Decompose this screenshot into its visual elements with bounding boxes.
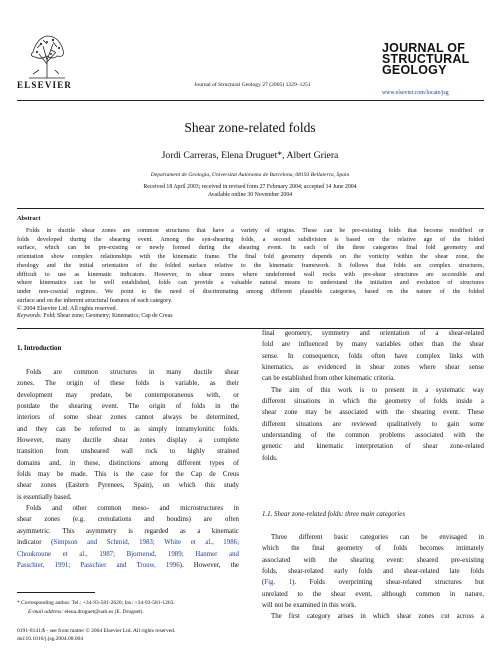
abstract-line: folds developed during the shearing event. Among the syn-shearing folds, a second subdivision is based on the relative age of the folded (17, 236, 484, 243)
email-label: E-mail address: (28, 609, 64, 615)
body-line: Folds and other common meso- and microstructures in (26, 505, 239, 513)
body-line: folds, shear-related early folds and shear-related late folds (262, 568, 484, 576)
body-line: genetic and kinematic interpretation of shear zone-related (262, 443, 484, 451)
body-line: sense. In consequence, folds often have complex links with (262, 352, 484, 360)
body-line: transition from unsheared wall rock to highly strained (17, 448, 239, 456)
body-line: shear zones (e.g. crenulations and boudins) are often (17, 516, 239, 524)
body-line: asymmetric. This asymmetry is regarded as a kinematic (17, 527, 239, 535)
left-column-text (17, 367, 239, 571)
body-line: understanding of the common problems associated with the (262, 432, 484, 440)
journal-logo-line-1: JOURNAL OF (382, 41, 466, 55)
abstract-divider (17, 208, 484, 209)
author-list: Jordi Carreras, Elena Druguet*, Albert Griera (161, 150, 339, 161)
body-line: is essentially based. (17, 493, 72, 501)
header-divider (17, 100, 484, 101)
body-line: interiors of some shear zones cannot always be determined, (17, 414, 239, 422)
body-line (262, 577, 484, 588)
body-line (17, 560, 239, 571)
body-text: ( (262, 579, 265, 587)
journal-logo-line-2: STRUCTURAL (382, 52, 470, 66)
body-line: fold are influenced by many variables other than the shear (262, 341, 484, 349)
keywords (17, 313, 173, 319)
section-heading-introduction: 1. Introduction (17, 345, 62, 352)
abstract-line: Folds in ductile shear zones are common structures that have a variety of origins. These can be pre-existing folds that become modified or (26, 228, 484, 234)
elsevier-tree-logo (23, 30, 71, 80)
abstract-heading: Abstract (17, 215, 41, 222)
body-line: postdate the shearing event. The origin of folds in the (17, 403, 239, 411)
journal-logo-line-3: GEOLOGY (382, 63, 447, 77)
publisher-name: ELSEVIER (17, 80, 73, 90)
abstract-line: surface and on the inherent structural features of each category. (17, 297, 173, 304)
email-address[interactable]: elena.druguet@uab.es (E. Druguet). (64, 609, 144, 615)
body-line: which the final geometry of folds becomes intimately (262, 545, 484, 553)
body-line: However, many ductile shear zones display a complete (17, 437, 239, 445)
online-date: Available online 30 November 2004 (207, 192, 293, 198)
footnote-divider (17, 592, 95, 593)
body-line: kinematics, as evidenced in shear zones where shear sense (262, 364, 484, 372)
body-line: shear zone may be associated with the shearing event. These (262, 409, 484, 417)
body-line: Folds are common structures in many ductile shear (26, 369, 239, 376)
subsection-heading: 1.1. Shear zone-related folds: three main categories (262, 511, 406, 518)
body-line (17, 537, 239, 548)
body-line: shear zones (Eastern Pyrenees, Spain), on which this study (17, 482, 239, 490)
body-line: folds may be made. This is the case for the Cap de Creus (17, 471, 239, 479)
keywords-label: Keywords: (17, 313, 42, 319)
journal-url-link[interactable]: www.elsevier.com/locate/jsg (382, 90, 449, 96)
figure-link[interactable]: Fig. 1 (264, 579, 293, 587)
citation-link[interactable]: Passchier, 1991; Passchier and Trouw, 1996 (17, 561, 180, 569)
body-line: The aim of this work is to present in a systematic way (271, 386, 484, 394)
abstract-line: where kinematics can be well established, folds can provide a valuable natural means to understand the initiation and evolution of structures (17, 280, 484, 287)
abstract-line: under non-coaxial regimes. We point to the need of discriminating among different plausible categories, based on the nature of the folded (17, 288, 484, 295)
keywords-list: Fold; Shear zone; Geometry; Kinematics; Cap de Creus (43, 313, 173, 319)
journal-citation: Journal of Structural Geology 27 (2005) 1229–1251 (194, 82, 311, 88)
body-line: zones. The origin of these folds is variable, as their (17, 380, 239, 388)
body-line: associated with the shearing event: sheared pre-existing (262, 556, 484, 564)
body-line: folds. (262, 454, 278, 462)
body-line: final geometry, symmetry and orientation of a shear-related (262, 330, 484, 337)
affiliation: Departament de Geologia, Universitat Autònoma de Barcelona, 08193 Bellaterra, Spain (150, 172, 350, 178)
corresponding-author-note: * Corresponding author. Tel.: +34-93-581-2620; fax: +34-93-581-1263. (17, 600, 175, 606)
body-line: development may predate, be contemporaneous with, or (17, 391, 239, 399)
received-dates: Received 18 April 2003; received in revised form 27 February 2004; accepted 14 June 2004 (143, 184, 357, 190)
issn-line: 0191-8141/$ - see front matter © 2004 Elsevier Ltd. All rights reserved. (17, 628, 176, 634)
body-line: domains and, in these, distinctions among different types of (17, 459, 239, 467)
abstract-line: rheology and the initial orientation of the folded surface relative to the kinematic framework. It follows that folds are complex structures, (17, 262, 484, 269)
doi-link[interactable]: doi:10.1016/j.jsg.2004.08.004 (17, 636, 84, 642)
journal-logo (382, 43, 469, 76)
body-line: different situations in which the geometry of folds inside a (262, 398, 484, 406)
email-note (28, 609, 144, 615)
body-line: and they can be referred to as simply intramylonitic folds. (17, 425, 239, 433)
body-line: different situations are reviewed qualitatively to gain some (262, 420, 484, 428)
body-text: ). Folds overprinting shear-related structures but (292, 579, 484, 587)
abstract-line: orientation show complex relationships with the kinematic frame. The final fold geometry depends on the vorticity within the shear zone, the (17, 254, 484, 261)
citation-link[interactable]: Choukroune et al., 1987; Bjornerud, 1989; Hanmer and (17, 550, 239, 558)
body-line: unrelated to the shear event, although common in nature, (262, 590, 484, 598)
body-line: Three different basic categories can be envisaged in (271, 534, 484, 541)
body-line: The first category arises in which shear zones cut across a (271, 613, 484, 621)
abstract-body (17, 227, 484, 314)
body-text: indicator ( (17, 539, 54, 547)
abstract-line: surface, which can be pre-existing or newly formed during the shearing event. In each of the three categories final fold geometry and (17, 245, 484, 252)
citation-link[interactable]: Simpson and Schmid, 1983; White et al., 1986; (53, 539, 240, 547)
abstract-line: difficult to use as kinematic indicators. However, in shear zones where undeformed wall rocks with pre-shear structures are accessible and (17, 271, 484, 278)
body-line: will not be examined in this work. (262, 602, 357, 610)
subsection-text (262, 532, 484, 623)
article-title: Shear zone-related folds (184, 120, 316, 135)
right-column-text (262, 328, 484, 464)
body-line: can be established from other kinematic criteria. (262, 375, 395, 383)
body-text: ). However, the (179, 561, 239, 569)
copyright-line: © 2004 Elsevier Ltd. All rights reserved. (17, 306, 118, 313)
